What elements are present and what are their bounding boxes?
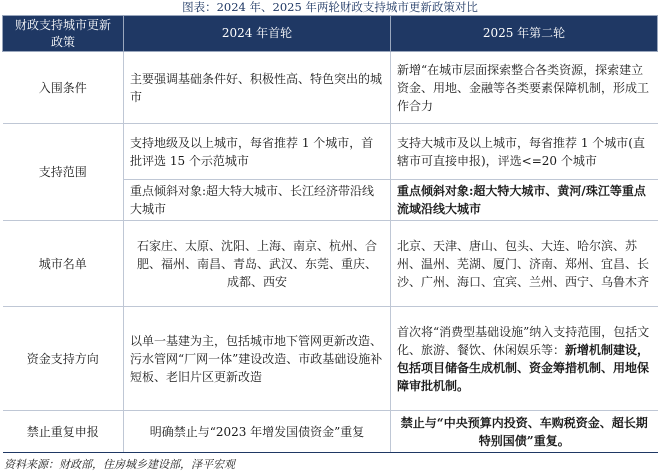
cell-2025: 禁止与“中央预算内投资、车购税资金、超长期特别国债”重复。 [391,411,658,453]
cell-2024: 石家庄、太原、沈阳、上海、南京、杭州、合肥、福州、南昌、青岛、武汉、东莞、重庆、成都、西安 [124,221,391,307]
table-caption: 图表：2024 年、2025 年两轮财政支持城市更新政策对比 [182,0,478,14]
cell-2024: 以单一基建为主，包括城市地下管网更新改造、污水管网“厂网一体”建设改造、市政基础设施补短板、老旧片区更新改造 [124,307,391,411]
funding-2025-text: 首次将“消费型基础设施”纳入支持范围，包括文化、旅游、餐饮、休闲娱乐等： [397,324,650,357]
row-label: 入围条件 [3,52,124,124]
row-no-duplicate [3,411,658,453]
row-entry-conditions [3,52,658,124]
header-2024: 2024 年首轮 [124,16,391,52]
cell-2024: 明确禁止与“2023 年增发国债资金”重复 [124,411,391,453]
cell-2024: 支持地级及以上城市，每省推荐 1 个城市，首批评选 15 个示范城市 [124,124,391,180]
cell-2025: 支持大城市及以上城市，每省推荐 1 个城市(直辖市可直接申报)，评选<=20 个城市 [391,124,658,180]
header-policy: 财政支持城市更新政策 [3,16,124,52]
cell-2025: 北京、天津、唐山、包头、大连、哈尔滨、苏州、温州、芜湖、厦门、济南、郑州、宜昌、长沙、广州、海口、宜宾、兰州、西宁、乌鲁木齐 [391,221,658,307]
row-support-scope-a [3,124,658,180]
cell-2024: 主要强调基础条件好、积极性高、特色突出的城市 [124,52,391,124]
row-city-list [3,221,658,307]
funding-2025-bold-text: 新增机制建设，包括项目储备生成机制、资金筹措机制、用地保障审批机制。 [397,342,650,393]
row-label: 资金支持方向 [3,307,124,411]
cell-2025 [391,307,658,411]
header-row [3,16,658,52]
row-label: 支持范围 [3,124,124,221]
source-note: 资料来源：财政部，住房城乡建设部，泽平宏观 [4,458,235,471]
row-label: 禁止重复申报 [3,411,124,453]
policy-comparison-table [2,15,658,453]
row-funding-direction [3,307,658,411]
cell-2025: 新增“在城市层面探索整合各类资源，探索建立资金、用地、金融等各类要素保障机制，形成工作合力 [391,52,658,124]
cell-2025: 重点倾斜对象:超大特大城市、黄河/珠江等重点流域沿线大城市 [391,180,658,221]
cell-2024: 重点倾斜对象:超大特大城市、长江经济带沿线大城市 [124,180,391,221]
row-label: 城市名单 [3,221,124,307]
header-2025: 2025 年第二轮 [391,16,658,52]
